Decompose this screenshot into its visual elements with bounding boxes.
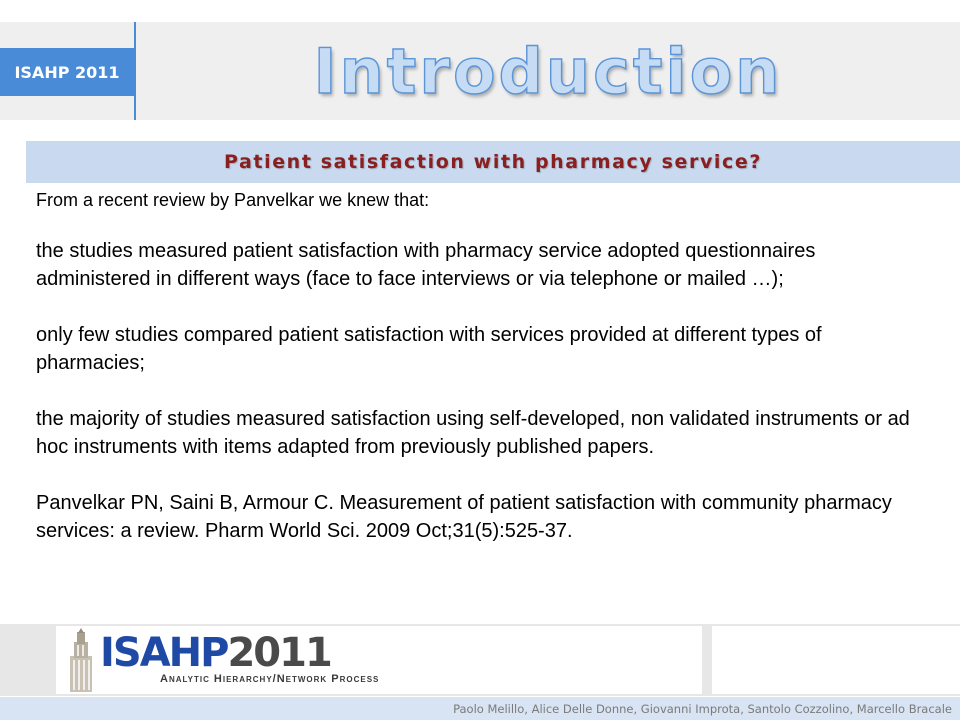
logo-tagline: Analytic Hierarchy/Network Process — [160, 673, 380, 685]
body-paragraph: only few studies compared patient satisfaction with services provided at different types of pharmacies; — [36, 324, 822, 374]
reference-citation: Panvelkar PN, Saini B, Armour C. Measurement of patient satisfaction with community pharmacy services: a review. Pharm World Sci. 2009 Oct;31(5):525-37. — [36, 492, 892, 542]
body-paragraph: the majority of studies measured satisfaction using self-developed, non validated instruments or ad hoc instruments with items adapted from previously published papers. — [36, 408, 910, 458]
slide-subtitle: Patient satisfaction with pharmacy service? — [26, 141, 960, 183]
footer-right-panel — [712, 626, 960, 694]
logo-word-year: 2011 — [227, 630, 331, 676]
intro-paragraph: From a recent review by Panvelkar we knew that: — [36, 190, 430, 210]
slide-title: Introduction — [313, 34, 783, 108]
slide-body — [36, 187, 916, 573]
conference-badge: ISAHP 2011 — [0, 48, 134, 96]
cathedral-tower-icon — [66, 628, 96, 692]
author-list: Paolo Melillo, Alice Delle Donne, Giovanni Improta, Santolo Cozzolino, Marcello Bracale — [453, 701, 952, 716]
logo-wordmark — [100, 632, 331, 674]
body-paragraph: the studies measured patient satisfaction with pharmacy service adopted questionnaires administered in different ways (face to face interviews or via telephone or mailed …); — [36, 240, 816, 290]
logo-word-isahp: ISAHP — [100, 630, 228, 676]
